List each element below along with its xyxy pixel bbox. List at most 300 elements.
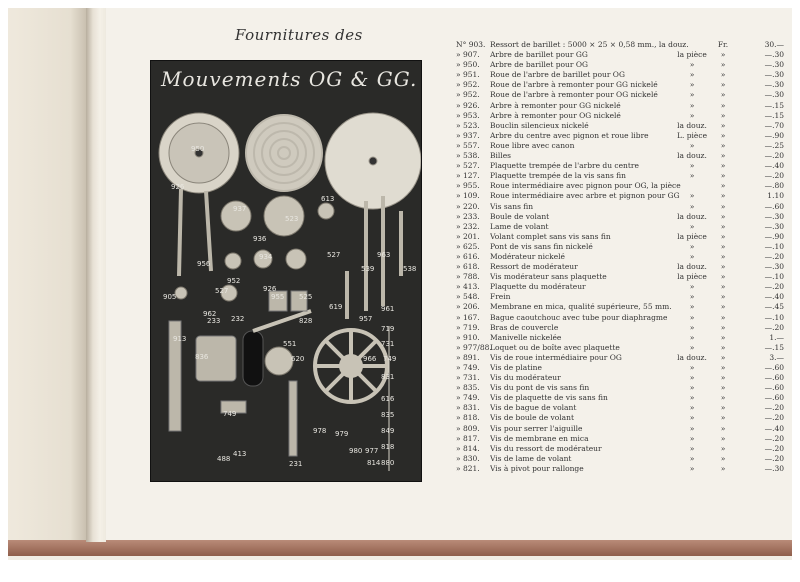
item-unit: L. pièce	[676, 130, 708, 140]
item-description: Arbre du centre avec pignon et roue libre	[490, 130, 649, 140]
item-price: —.30	[764, 60, 784, 70]
item-currency: »	[720, 110, 726, 120]
item-number: » 788.	[456, 272, 480, 282]
part-number-label: 620	[291, 355, 305, 363]
item-number: » 413.	[456, 282, 480, 292]
item-number: » 538.	[456, 151, 480, 161]
part-number-label: 233	[207, 317, 221, 325]
item-price: —.20	[764, 413, 784, 423]
item-description: Roue de l'arbre de barillet pour OG	[490, 70, 625, 80]
item-currency: »	[720, 352, 726, 362]
watch-parts-illustration	[151, 61, 421, 481]
item-price: —.20	[764, 403, 784, 413]
item-unit: la pièce	[677, 50, 707, 60]
item-unit: »	[689, 423, 695, 433]
price-row	[448, 464, 784, 474]
item-description: Lame de volant	[490, 221, 549, 231]
part-number-label: 957	[359, 315, 373, 323]
item-number: » 817.	[456, 433, 480, 443]
item-price: 30.—	[764, 40, 784, 49]
item-currency: »	[720, 302, 726, 312]
item-unit: la douz.	[677, 120, 707, 130]
catalog-photo	[150, 60, 422, 482]
item-currency: »	[720, 423, 726, 433]
item-currency: »	[720, 393, 726, 403]
part-number-label: 955	[271, 293, 285, 301]
price-row	[448, 70, 784, 80]
item-description: Bouclin silencieux nickelé	[490, 120, 589, 130]
item-unit: »	[689, 413, 695, 423]
part-number-label: 977	[365, 447, 379, 455]
item-number: » 109.	[456, 191, 480, 201]
part-number-label: 719	[381, 325, 395, 333]
item-number: » 953.	[456, 110, 480, 120]
gear-small	[175, 287, 187, 299]
price-row	[448, 90, 784, 100]
price-row	[448, 151, 784, 161]
price-row	[448, 111, 784, 121]
item-price: —.40	[764, 161, 784, 171]
item-description: Vis de bague de volant	[490, 403, 577, 413]
item-currency: »	[720, 383, 726, 393]
item-price: —.70	[764, 120, 784, 130]
price-row	[448, 101, 784, 111]
part-number-label: 905	[163, 293, 177, 301]
item-number: » 167.	[456, 312, 480, 322]
item-currency: »	[720, 221, 726, 231]
part-number-label: 539	[361, 265, 375, 273]
price-row	[448, 40, 784, 50]
item-description: Roue intermédiaire avec arbre et pignon pour GG	[490, 191, 680, 201]
item-number: » 557.	[456, 140, 480, 150]
item-number: » 616.	[456, 251, 480, 261]
part-number-label: 950	[191, 145, 205, 153]
item-price: —.60	[764, 383, 784, 393]
item-unit: »	[689, 221, 695, 231]
part-number-label: 231	[289, 460, 303, 468]
price-row	[448, 252, 784, 262]
part-number-label: 966	[363, 355, 377, 363]
item-number: » 749.	[456, 393, 480, 403]
price-row	[448, 444, 784, 454]
part-number-label: 613	[321, 195, 335, 203]
item-unit: »	[689, 463, 695, 473]
item-description: Billes	[490, 151, 511, 161]
price-row	[448, 434, 784, 444]
photo-title: Mouvements OG & GG.	[161, 67, 418, 91]
item-unit: »	[689, 191, 695, 201]
item-currency: »	[720, 363, 726, 372]
part-number-label: 828	[299, 317, 313, 325]
item-price: —.20	[764, 453, 784, 463]
item-description: Frein	[490, 292, 511, 302]
item-price: —.10	[764, 312, 784, 322]
price-row	[448, 181, 784, 191]
item-number: » 831.	[456, 403, 480, 413]
price-row	[448, 424, 784, 434]
item-unit: »	[689, 171, 695, 181]
item-description: Manivelle nickelée	[490, 332, 562, 342]
item-currency: »	[720, 201, 726, 211]
item-number: » 907.	[456, 50, 480, 60]
item-currency: »	[720, 403, 726, 413]
price-row	[448, 262, 784, 272]
part-number-label: 963	[377, 251, 391, 259]
price-row	[448, 121, 784, 131]
part-number-label: 926	[263, 285, 277, 293]
item-description: Bague caoutchouc avec tube pour diaphragme	[490, 312, 668, 322]
item-currency: »	[720, 211, 726, 221]
item-unit: »	[689, 282, 695, 292]
part-number-label: 527	[215, 287, 229, 295]
price-row	[448, 282, 784, 292]
item-currency: »	[720, 413, 726, 423]
part-number-label: 913	[173, 335, 187, 343]
item-unit: »	[689, 241, 695, 251]
item-price: —.30	[764, 50, 784, 60]
item-description: Vis du modérateur	[490, 373, 561, 383]
item-description: Arbre de barillet pour OG	[490, 60, 588, 70]
price-row	[448, 161, 784, 171]
part-number-label: 619	[329, 303, 343, 311]
spring-barrel	[246, 115, 322, 191]
part-number-label: 926	[171, 183, 185, 191]
part-number-label: 831	[381, 373, 395, 381]
gear-large-left	[159, 113, 239, 193]
flywheel	[315, 330, 387, 402]
item-currency: »	[720, 151, 726, 161]
item-price: —.30	[764, 262, 784, 272]
item-number: » 910.	[456, 332, 480, 342]
item-price: 3.—	[769, 352, 784, 362]
item-currency: »	[720, 161, 726, 171]
item-currency: »	[720, 171, 726, 181]
item-currency: »	[720, 433, 726, 443]
item-number: » 233.	[456, 211, 480, 221]
item-description: Vis de lame de volant	[490, 453, 572, 463]
item-number: » 937.	[456, 130, 480, 140]
item-price: —.40	[764, 292, 784, 302]
item-currency: »	[720, 130, 726, 140]
item-number: » 618.	[456, 262, 480, 272]
item-currency: »	[720, 251, 726, 261]
item-price: —.15	[764, 342, 784, 352]
item-unit: »	[689, 70, 695, 80]
item-number: » 127.	[456, 171, 480, 181]
item-price: —.30	[764, 211, 784, 221]
item-description: Vis pour serrer l'aiguille	[490, 423, 583, 433]
item-currency: »	[720, 322, 726, 332]
item-currency: »	[720, 80, 726, 90]
price-row	[448, 242, 784, 252]
item-description: Vis du ressort de modérateur	[490, 443, 602, 453]
price-row	[448, 353, 784, 363]
left-page	[8, 8, 86, 540]
item-unit: »	[689, 433, 695, 443]
item-unit: »	[689, 393, 695, 403]
item-price: —.80	[764, 181, 784, 191]
price-row	[448, 302, 784, 312]
part-number-label: 849	[381, 427, 395, 435]
item-number: » 950.	[456, 60, 480, 70]
item-currency: »	[720, 332, 726, 342]
item-description: Volant complet sans vis sans fin	[490, 231, 611, 241]
price-row	[448, 232, 784, 242]
item-description: Roue intermédiaire avec pignon pour OG, la pièce	[490, 181, 681, 191]
item-description: Vis modérateur sans plaquette	[490, 272, 607, 282]
item-unit: »	[689, 322, 695, 332]
price-row	[448, 272, 784, 282]
item-number: » 821.	[456, 463, 480, 473]
price-row	[448, 222, 784, 232]
item-description: Vis du pont de vis sans fin	[490, 383, 590, 393]
item-unit: la pièce	[677, 231, 707, 241]
part-number-label: 413	[233, 450, 247, 458]
item-number: » 955.	[456, 181, 480, 191]
part-number-label: 731	[381, 340, 395, 348]
item-price: —.20	[764, 322, 784, 332]
item-description: Vis de membrane en mica	[490, 433, 589, 443]
gear-large-right	[325, 113, 421, 209]
price-row	[448, 131, 784, 141]
item-currency: »	[720, 292, 726, 302]
part-number-label: 616	[381, 395, 395, 403]
item-number: » 835.	[456, 383, 480, 393]
part-number-label: 962	[203, 310, 217, 318]
item-currency: Fr.	[717, 40, 729, 49]
item-number: » 891.	[456, 352, 480, 362]
item-price: —.20	[764, 251, 784, 261]
price-row	[448, 413, 784, 423]
item-description: Membrane en mica, qualité supérieure, 55 mm.	[490, 302, 672, 312]
item-currency: »	[720, 241, 726, 251]
item-unit: »	[689, 201, 695, 211]
price-row	[448, 373, 784, 383]
item-description: Vis de roue intermédiaire pour OG	[490, 352, 622, 362]
item-price: —.30	[764, 80, 784, 90]
price-row	[448, 393, 784, 403]
item-price: —.15	[764, 110, 784, 120]
item-number: » 818.	[456, 413, 480, 423]
item-price: —.40	[764, 423, 784, 433]
item-price: —.20	[764, 151, 784, 161]
item-unit: »	[689, 383, 695, 393]
item-number: » 951.	[456, 70, 480, 80]
item-description: Plaquette trempée de la vis sans fin	[490, 171, 627, 181]
item-price: 1.10	[767, 191, 784, 201]
item-number: » 719.	[456, 322, 480, 332]
item-currency: »	[720, 120, 726, 130]
item-currency: »	[720, 453, 726, 463]
item-unit: la douz.	[677, 262, 707, 272]
item-number: » 548.	[456, 292, 480, 302]
item-number: » 201.	[456, 231, 480, 241]
item-currency: »	[720, 463, 726, 473]
item-price: —.60	[764, 373, 784, 383]
item-description: Vis de boule de volant	[490, 413, 574, 423]
price-row	[448, 343, 784, 353]
price-row	[448, 50, 784, 60]
item-number: » 625.	[456, 241, 480, 251]
item-price: —.45	[764, 302, 784, 312]
part-number-label: 749	[383, 355, 397, 363]
item-price: —.60	[764, 393, 784, 403]
item-description: Roue de l'arbre à remonter pour GG nickelé	[490, 80, 658, 90]
part-number-label: 952	[227, 277, 241, 285]
price-row	[448, 363, 784, 373]
part-number-label: 978	[313, 427, 327, 435]
item-currency: »	[720, 373, 726, 383]
item-description: Plaquette du modérateur	[490, 282, 586, 292]
item-description: Arbre de barillet pour GG	[490, 50, 588, 60]
item-unit: la douz.	[677, 352, 707, 362]
item-number: N° 903.	[456, 40, 486, 49]
item-price: —.15	[764, 100, 784, 110]
price-row	[448, 292, 784, 302]
item-unit: »	[689, 110, 695, 120]
item-description: Roue de l'arbre à remonter pour OG nickelé	[490, 90, 658, 100]
part-number-label: 979	[335, 430, 349, 438]
item-description: Vis sans fin	[490, 201, 534, 211]
item-number: » 952.	[456, 80, 480, 90]
item-currency: »	[720, 191, 726, 201]
item-price: —.20	[764, 443, 784, 453]
item-price: —.20	[764, 282, 784, 292]
item-unit: »	[689, 363, 695, 372]
part-number-label: 749	[223, 410, 237, 418]
part-number-label: 525	[299, 293, 313, 301]
item-number: » 952.	[456, 90, 480, 100]
item-unit: »	[689, 90, 695, 100]
item-description: Vis de platine	[490, 363, 542, 372]
part-number-label: 880	[381, 459, 395, 467]
item-unit: »	[689, 312, 695, 322]
item-unit: »	[689, 140, 695, 150]
item-number: » 232.	[456, 221, 480, 231]
item-description: Vis à pivot pour rallonge	[490, 463, 584, 473]
gear-small	[225, 253, 241, 269]
item-description: Boule de volant	[490, 211, 550, 221]
item-description: Ressort de barillet : 5000 × 25 × 0,58 mm., la douz.	[490, 40, 689, 49]
part-number-label: 232	[231, 315, 245, 323]
page-heading: Fournitures des	[235, 26, 363, 44]
item-unit: la douz.	[677, 211, 707, 221]
item-price: —.30	[764, 70, 784, 80]
item-description: Loquet ou de boîte avec plaquette	[490, 342, 620, 352]
price-row	[448, 454, 784, 464]
item-currency: »	[720, 443, 726, 453]
item-price: —.20	[764, 171, 784, 181]
part-number-label: 956	[197, 260, 211, 268]
part-number-label: 836	[195, 353, 209, 361]
gear-small	[286, 249, 306, 269]
item-currency: »	[720, 50, 726, 60]
item-description: Ressort de modérateur	[490, 262, 578, 272]
item-description: Vis de plaquette de vis sans fin	[490, 393, 608, 403]
item-unit: »	[689, 60, 695, 70]
item-unit: »	[689, 443, 695, 453]
price-row	[448, 60, 784, 70]
book-spine	[86, 8, 106, 542]
item-currency: »	[720, 231, 726, 241]
price-row	[448, 323, 784, 333]
item-number: » 523.	[456, 120, 480, 130]
item-number: » 977/88.	[456, 342, 492, 352]
item-number: » 830.	[456, 453, 480, 463]
item-unit: »	[689, 373, 695, 383]
part-number-label: 936	[253, 235, 267, 243]
part-number-label: 980	[349, 447, 363, 455]
part-number-label: 818	[381, 443, 395, 451]
item-number: » 809.	[456, 423, 480, 433]
price-row	[448, 171, 784, 181]
item-unit: »	[689, 302, 695, 312]
price-row	[448, 80, 784, 90]
price-row	[448, 212, 784, 222]
item-unit: la pièce	[677, 272, 707, 282]
item-price: —.30	[764, 463, 784, 473]
item-price: —.60	[764, 201, 784, 211]
price-row	[448, 202, 784, 212]
item-unit: »	[689, 342, 695, 352]
item-price: —.30	[764, 90, 784, 100]
item-currency: »	[720, 181, 726, 191]
part-number-label: 934	[259, 253, 273, 261]
item-number: » 220.	[456, 201, 480, 211]
item-price: —.20	[764, 433, 784, 443]
item-currency: »	[720, 100, 726, 110]
arbor	[179, 189, 181, 276]
item-currency: »	[720, 342, 726, 352]
arbor	[206, 191, 211, 271]
item-number: » 731.	[456, 373, 480, 383]
gear-small	[265, 347, 293, 375]
item-unit: »	[689, 80, 695, 90]
item-unit: »	[689, 251, 695, 261]
item-price: —.25	[764, 140, 784, 150]
price-row	[448, 403, 784, 413]
item-currency: »	[720, 262, 726, 272]
item-unit: »	[689, 100, 695, 110]
price-row	[448, 141, 784, 151]
item-currency: »	[720, 312, 726, 322]
item-currency: »	[720, 70, 726, 80]
item-currency: »	[720, 60, 726, 70]
item-description: Arbre à remonter pour OG nickelé	[490, 110, 621, 120]
item-price: —.90	[764, 231, 784, 241]
part-number-label: 937	[233, 205, 247, 213]
item-price: —.10	[764, 241, 784, 251]
item-description: Modérateur nickelé	[490, 251, 565, 261]
item-currency: »	[720, 272, 726, 282]
part-number-label: 488	[217, 455, 231, 463]
item-unit: »	[689, 332, 695, 342]
price-list	[448, 40, 784, 474]
part-number-label: 814	[367, 459, 381, 467]
item-number: » 814.	[456, 443, 480, 453]
item-unit: »	[689, 161, 695, 171]
item-unit: »	[689, 403, 695, 413]
item-currency: »	[720, 282, 726, 292]
item-unit: »	[689, 292, 695, 302]
item-number: » 749.	[456, 363, 480, 372]
part-number-label: 551	[283, 340, 297, 348]
item-description: Arbre à remonter pour GG nickelé	[490, 100, 621, 110]
item-price: —.10	[764, 272, 784, 282]
plate	[289, 381, 297, 456]
item-currency: »	[720, 90, 726, 100]
item-number: » 206.	[456, 302, 480, 312]
